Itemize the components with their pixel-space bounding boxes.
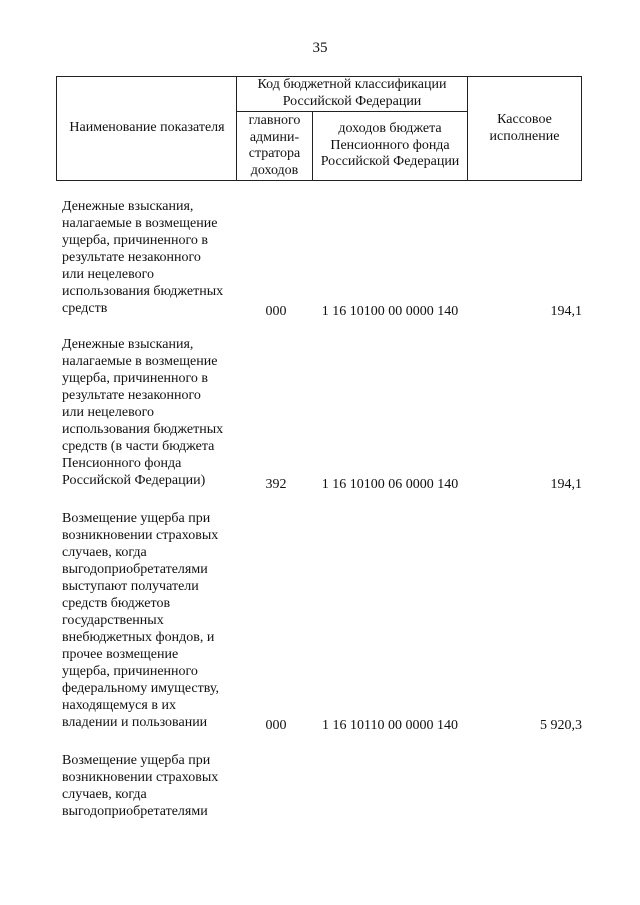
row-amount: 194,1 (550, 304, 582, 319)
row-revenue-code: 1 16 10100 06 0000 140 (321, 477, 459, 492)
row-name: Возмещение ущерба при возникновении страховых случаев, когда выгодоприобретателями (62, 753, 219, 819)
header-border-left (56, 76, 57, 181)
page-number: 35 (312, 40, 328, 56)
header-admin: главного админи-стратора доходов (248, 113, 301, 178)
header-execution: Кассовое исполнение (489, 112, 560, 144)
row-name: Денежные взыскания, налагаемые в возмещение ущерба, причиненного в результате незаконного или нецелевого использования бюджетных средств (62, 199, 224, 316)
row-admin-code: 000 (265, 718, 287, 733)
table-row (0, 198, 640, 328)
row-revenue-code: 1 16 10110 00 0000 140 (322, 718, 458, 733)
header-revenue: доходов бюджета Пенсионного фонда Российской Федерации (320, 121, 460, 170)
row-amount: 5 920,3 (540, 718, 582, 733)
header-budget-code-group: Код бюджетной классификации Российской Федерации (257, 77, 447, 109)
row-admin-code: 392 (265, 477, 287, 492)
row-amount: 194,1 (550, 477, 582, 492)
row-name: Денежные взыскания, налагаемые в возмещение ущерба, причиненного в результате незаконного или нецелевого использования бюджетных средств (в части бюджета Пенсионного фонда Российской Федерации) (62, 337, 224, 488)
row-revenue-code: 1 16 10100 00 0000 140 (321, 304, 459, 319)
table-row (0, 510, 640, 740)
header-indicator: Наименование показателя (69, 120, 225, 136)
row-admin-code: 000 (265, 304, 287, 319)
table-row (0, 752, 640, 832)
table-header (56, 76, 582, 181)
row-name: Возмещение ущерба при возникновении страховых случаев, когда выгодоприобретателями выступают получатели средств бюджетов государственных внебюджетных фондов, и прочее возмещение ущерба, причиненного федеральному имуществу, находящемуся в их владении и пользовании (62, 511, 219, 730)
header-border-right (581, 76, 582, 181)
table-row (0, 336, 640, 496)
